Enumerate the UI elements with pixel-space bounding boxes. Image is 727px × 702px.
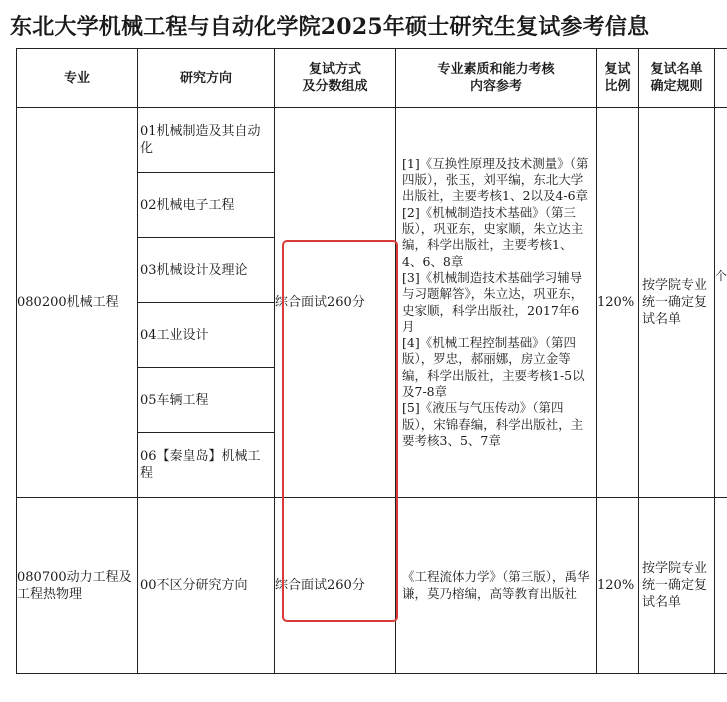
major-cell: 080200机械工程: [17, 108, 138, 498]
header-content: 专业素质和能力考核 内容参考: [396, 49, 597, 108]
direction-cell: 06【秦皇岛】机械工程: [138, 433, 275, 498]
direction-cell: 04工业设计: [138, 303, 275, 368]
content-cell: 《工程流体力学》（第三版），禹华谦，莫乃榕编，高等教育出版社: [396, 498, 597, 674]
reference-table: [16, 48, 727, 674]
ratio-cell: 120%: [597, 108, 639, 498]
rule-cell: 按学院专业统一确定复试名单: [639, 108, 715, 498]
page-title: 东北大学机械工程与自动化学院2025年硕士研究生复试参考信息: [10, 14, 650, 40]
ratio-cell: 120%: [597, 498, 639, 674]
header-rule: 复试名单 确定规则: [639, 49, 715, 108]
content-cell: [1]《互换性原理及技术测量》（第四版），张玉，刘平编，东北大学出版社，主要考核1、2以及4-6章 [2]《机械制造技术基础》（第三版），巩亚东，史家顺，朱立达主编，科学出版社，主要考核1、4、6、8章 [3]《机械制造技术基础学习辅导与习题解答》，朱立达，巩亚东，史家顺，科学出版社，2017年6月 [4]《机械工程控制基础》（第四版），罗忠，郝丽娜，房立金等编，科学出版社，主要考核1-5以及7-8章 [5]《液压与气压传动》（第四版），宋锦春编，科学出版社，主要考核3、5、7章: [396, 108, 597, 498]
header-direction: 研究方向: [138, 49, 275, 108]
header-ratio: 复试 比例: [597, 49, 639, 108]
header-extra: [715, 49, 727, 108]
table-row: [17, 108, 727, 173]
direction-cell: 03机械设计及理论: [138, 238, 275, 303]
extra-cell: 个: [715, 108, 727, 498]
method-cell: 综合面试260分: [275, 108, 396, 498]
direction-cell: 00不区分研究方向: [138, 498, 275, 674]
direction-cell: 05车辆工程: [138, 368, 275, 433]
extra-cell: [715, 498, 727, 674]
major-cell: 080700动力工程及工程热物理: [17, 498, 138, 674]
direction-cell: 02机械电子工程: [138, 173, 275, 238]
rule-cell: 按学院专业统一确定复试名单: [639, 498, 715, 674]
table-row: [17, 498, 727, 674]
header-row: [17, 49, 727, 108]
method-cell: 综合面试260分: [275, 498, 396, 674]
direction-cell: 01机械制造及其自动化: [138, 108, 275, 173]
header-method: 复试方式 及分数组成: [275, 49, 396, 108]
header-major: 专业: [17, 49, 138, 108]
reference-table-wrapper: [16, 48, 727, 674]
